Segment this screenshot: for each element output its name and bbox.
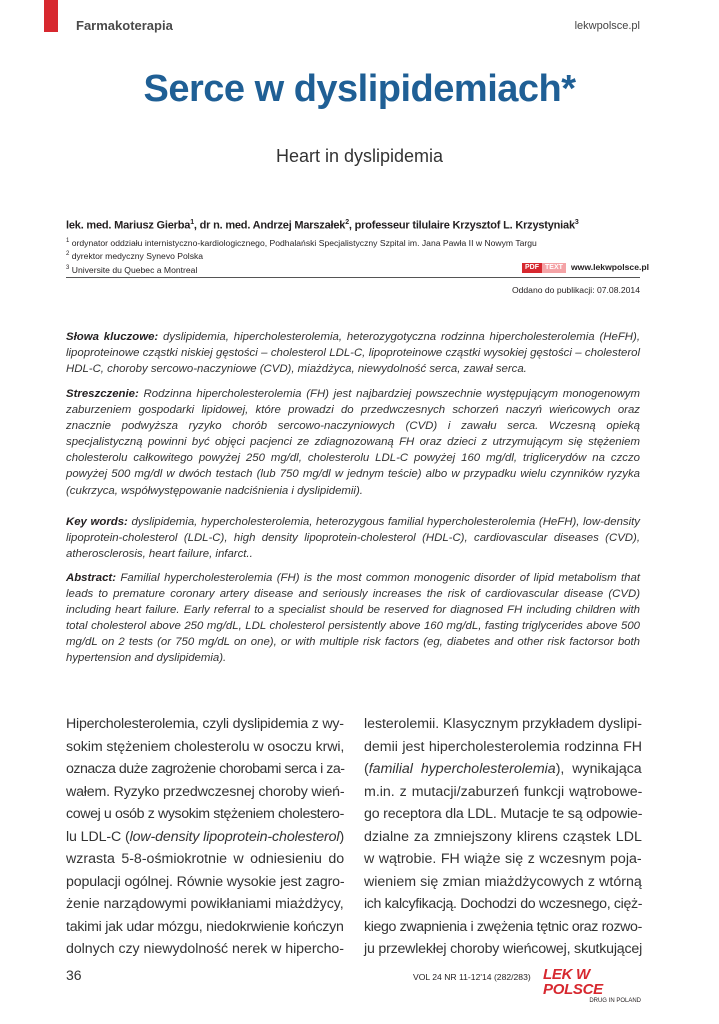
text-label: TEXT [542, 263, 566, 273]
affiliation: $^1$ ordynator oddziału internistyczno-kardiologicznego, Podhalański Specjalistyczny Szpital im. Jana Pawła II w Nowym Targu [66, 238, 537, 248]
body-line: demii jest hipercholesterolemia rodzinna FH [364, 738, 642, 755]
publication-date: Oddano do publikacji: 07.08.2014 [511, 285, 640, 295]
body-line: kiego zwapnienia i zwężenia tętnic oraz rozwo- [364, 918, 642, 935]
section-label: Farmakoterapia [76, 18, 173, 33]
author-name: lek. med. Mariusz Gierba [66, 219, 191, 232]
summary-pl: Streszczenie: Rodzinna hipercholesterolemia (FH) jest najbardziej powszechnie występującym monogenowym zaburzeniem gospodarki lipidowej, które prowadzi do przedwczesnych schorzeń naczyń wieńcowych oraz znacznie podwyższa ryzyko chorób sercowo-naczyniowych (CVD) i zawału serca. Wczesną opieką specjalistyczną powinni być objęci pacjenci ze zdiagnozowaną FH oraz dzieci z utrzymującym się stężeniem cholesterolu całkowitego powyżej 250 mg/dl, cholesterolu LDL-C powyżej 160 mg/dl, triglicerydów na czczo powyżej 500 mg/dl w dwóch testach (lub 750 mg/dl w jednym teście) albo w przypadku wielu czynników ryzyka (cukrzyca, współwystępowanie nadciśnienia i dyslipidemii). [66, 388, 640, 497]
keywords-en: Key words: dyslipidemia, hypercholesterolemia, heterozygous familial hypercholesterolemia (HeFH), low-density lipoprotein-cholesterol (LDL-C), high density lipoprotein-cholesterol (HDL-C), cardiovascular diseases (CVD), atherosclerosis, heart failure, infarct.. [66, 516, 641, 561]
author-name: professeur tilulaire Krzysztof L. Krzystyniak [354, 219, 575, 232]
author-sup: 3 [574, 219, 579, 226]
pdf-label: PDF [522, 263, 542, 273]
article-title: Serce w dyslipidemiach* [143, 68, 576, 110]
body-line: oznacza duże zagrożenie chorobami serca i za- [66, 761, 345, 777]
authors-line: lek. med. Mariusz Gierba$^1$, dr n. med. Andrzej Marszałek$^2$, professeur tilulaire Krzysztof L. Krzystyniak$^3$ [66, 219, 579, 232]
body-line: (familial hypercholesterolemia), wynikająca [364, 761, 642, 777]
body-line: żenie narządowymi powikłaniami miażdżycy, [66, 896, 344, 912]
affiliation: $^3$ Universite du Quebec a Montreal [66, 265, 198, 275]
body-line: ju przewlekłej choroby wieńcowej, skutkującej [364, 941, 643, 957]
body-column-1 [66, 713, 344, 961]
author-sup: 1 [190, 219, 194, 226]
body-line: wzrasta 5-8-ośmiokrotnie w odniesieniu do [66, 851, 345, 867]
body-line: lesterolemii. Klasycznym przykładem dyslipi- [364, 716, 642, 732]
keywords-pl: Słowa kluczowe: dyslipidemia, hipercholesterolemia, heterozygotyczna rodzinna hipercholesterolemia (HeFH), lipoproteinowe cząstki niskiej gęstości – cholesterol LDL-C, lipoproteinowe cząstki wysokiej gęstości – cholesterol HDL-C, choroby sercowo-naczyniowe (CVD), miażdżyca, niewydolność serca, zawał serca. [66, 331, 640, 376]
journal-logo [543, 967, 641, 1005]
body-column-2 [364, 713, 642, 961]
body-line: dolnych czy niewydolność nerek w hipercho- [66, 941, 344, 957]
body-line: cowej u osób z wysokim stężeniem cholestero- [66, 806, 344, 822]
body-line: wałem. Ryzyko przedwczesnej choroby wień- [66, 783, 345, 800]
article-subtitle: Heart in dyslipidemia [275, 146, 444, 166]
section-color-tab [44, 0, 58, 32]
affiliation: $^2$ dyrektor medyczny Synevo Polska [66, 251, 204, 261]
body-line: go receptora dla LDL. Mutacje te są odpowie- [364, 806, 643, 822]
badge-site-link[interactable]: www.lekwpolsce.pl [571, 262, 650, 272]
volume-info: VOL 24 NR 11-12'14 (282/283) [413, 972, 531, 982]
body-line: Hipercholesterolemia, czyli dyslipidemia z wy- [66, 716, 344, 732]
body-line: dzialne za zmniejszony klirens cząstek LDL [364, 828, 642, 845]
body-line: takimi jak udar mózgu, niedokrwienie kończyn [66, 918, 344, 935]
header-site[interactable]: lekwpolsce.pl [574, 20, 640, 32]
body-line: populacji ogólnej. Równie wysokie jest zagro- [66, 873, 345, 890]
divider [66, 277, 640, 278]
body-line: wieniem się zmian miażdżycowych z wtórną [364, 873, 642, 890]
author-name: dr n. med. Andrzej Marszałek [199, 219, 346, 232]
author-sup: 2 [345, 219, 349, 226]
logo-subtext: DRUG IN POLAND [589, 998, 641, 1004]
body-line: m.in. z mutacji/zaburzeń funkcji wątrobowe- [364, 783, 643, 800]
body-line: w wątrobie. FH wiąże się z wczesnym poja- [364, 851, 642, 867]
body-line: lu LDL-C (low-density lipoprotein-cholesterol) [66, 828, 345, 845]
body-line: ich kalcyfikacją. Dochodzi do wczesnego, cięż- [364, 896, 643, 912]
abstract-en: Abstract: Familial hypercholesterolemia (FH) is the most common monogenic disorder of lipid metabolism that leads to premature coronary artery disease and seriously increases the risk of cardiovascular disease (CVD) including heart failure. Early referral to a specialist should be reserved for diagnosed FH including children with total cholesterol above 250 mg/dL, LDL cholesterol persistently above 160 mg/dL, fasting triglycerides above 500 mg/dL on 2 tests (or 750 mg/dL on one), or with multiple risk factors (eg, diabetes and other risk factorsor both hypertension and dyslipidemia). [66, 572, 640, 665]
logo-text: LEK W POLSCE [543, 966, 603, 998]
pdf-text-badge[interactable] [522, 263, 566, 273]
page-number: 36 [66, 967, 82, 983]
body-line: sokim stężeniem cholesterolu w osoczu krwi, [66, 738, 345, 755]
